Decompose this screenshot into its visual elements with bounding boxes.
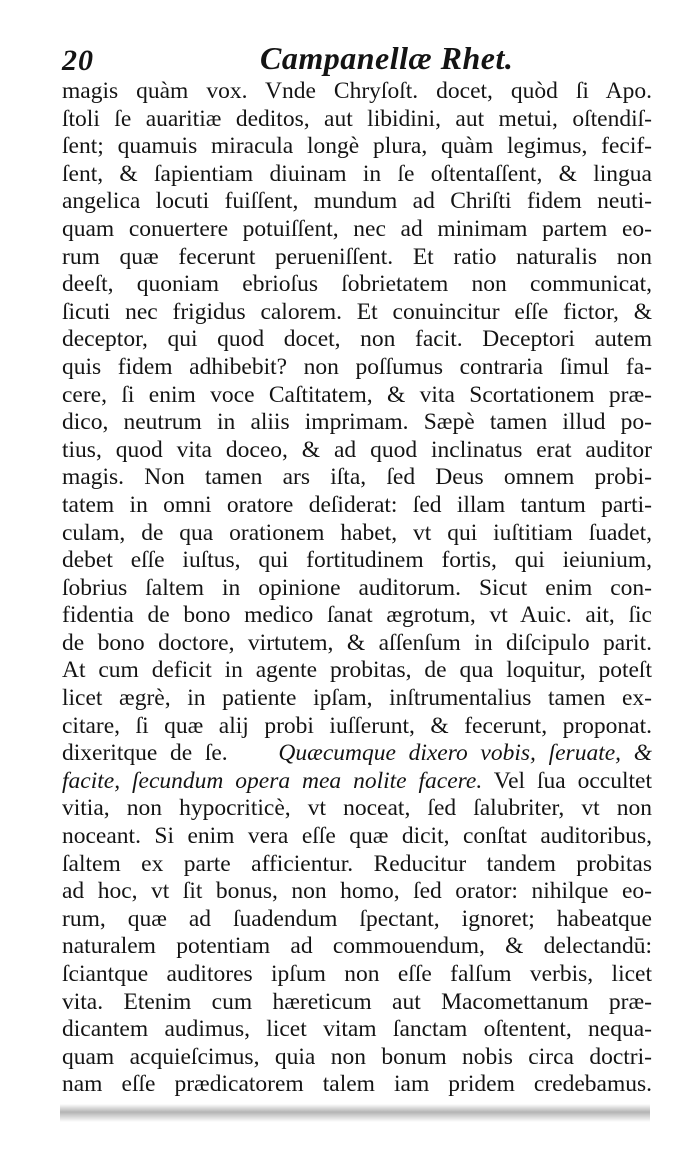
text-line: tatem in omni oratore deſiderat: ſed illam tantum parti- bbox=[62, 491, 652, 518]
text-line: magis quàm vox. Vnde Chryſoſt. docet, quòd ſi Apo. bbox=[62, 78, 652, 104]
text-line: quis fidem adhibebit? non poſſumus contraria ſimul fa- bbox=[62, 353, 652, 380]
text-line: naturalem potentiam ad commouendum, & delectandū: bbox=[62, 933, 652, 960]
text-line: noceant. Si enim vera eſſe quæ dicit, conſtat auditoribus, bbox=[62, 823, 652, 850]
text-line: dicantem audimus, licet vitam ſanctam oſtentent, nequa- bbox=[62, 1016, 652, 1043]
text-line: vitia, non hypocriticè, vt noceat, ſed ſalubriter, vt non bbox=[62, 795, 652, 822]
scripture-quote: Quæcumque dixero vobis, ſeruate, & bbox=[278, 740, 653, 767]
text-line: ſciantque auditores ipſum non eſſe falſum verbis, licet bbox=[62, 961, 652, 987]
text-line: At cum deficit in agente probitas, de qua loquitur, poteſt bbox=[62, 657, 652, 684]
text-line: licet ægrè, in patiente ipſam, inſtrumentalius tamen ex- bbox=[62, 685, 652, 712]
text-line: de bono doctore, virtutem, & aſſenſum in diſcipulo parit. bbox=[62, 629, 652, 656]
scripture-quote-continued: facite, ſecundum opera mea nolite facere. bbox=[62, 767, 483, 794]
text-line: dico, neutrum in aliis imprimam. Sæpè tamen illud po- bbox=[62, 409, 652, 436]
text-line: culam, de qua orationem habet, vt qui iuſtitiam ſuadet, bbox=[62, 519, 652, 546]
text-line: quam acquieſcimus, quia non bonum nobis circa doctri- bbox=[62, 1043, 652, 1070]
page-number: 20 bbox=[62, 44, 94, 77]
text-line: cere, ſi enim voce Caſtitatem, & vita Scortationem præ- bbox=[62, 381, 652, 408]
text-line: deceptor, qui quod docet, non facit. Deceptori autem bbox=[62, 326, 652, 353]
text-line: deeſt, quoniam ebrioſus ſobrietatem non communicat, bbox=[62, 271, 652, 298]
text-line: ſaltem ex parte afficientur. Reducitur tandem probitas bbox=[62, 850, 652, 877]
text-line-with-quote bbox=[62, 768, 652, 796]
text-line-with-quote bbox=[62, 740, 652, 768]
text-line: rum quæ fecerunt perueniſſent. Et ratio naturalis non bbox=[62, 243, 652, 270]
text-segment: dixeritque de ſe. bbox=[62, 740, 228, 767]
ink-smudge bbox=[60, 1104, 650, 1122]
body-text bbox=[62, 78, 652, 1099]
text-line: fidentia de bono medico ſanat ægrotum, vt Auic. ait, ſic bbox=[62, 602, 652, 629]
text-segment: Vel ſua occultet bbox=[493, 767, 652, 794]
text-line: ſtoli ſe auaritiæ deditos, aut libidini, aut metui, oſtendiſ- bbox=[62, 105, 652, 132]
text-line: ad hoc, vt ſit bonus, non homo, ſed orator: nihilque eo- bbox=[62, 878, 652, 905]
text-line: ſent; quamuis miracula longè plura, quàm legimus, fecif- bbox=[62, 133, 652, 160]
page-header bbox=[62, 40, 662, 82]
text-line: ſicuti nec frigidus calorem. Et conuincitur eſſe fictor, & bbox=[62, 298, 652, 325]
text-line: quam conuertere potuiſſent, nec ad minimam partem eo- bbox=[62, 215, 652, 242]
text-line: vita. Etenim cum hæreticum aut Macomettanum præ- bbox=[62, 988, 652, 1015]
text-line: ſobrius ſaltem in opinione auditorum. Sicut enim con- bbox=[62, 574, 652, 601]
text-line: debet eſſe iuſtus, qui fortitudinem fortis, qui ieiunium, bbox=[62, 547, 652, 574]
text-line: nam eſſe prædicatorem talem iam pridem credebamus. bbox=[62, 1071, 652, 1098]
running-title: Campanellæ Rhet. bbox=[260, 40, 514, 76]
text-line: magis. Non tamen ars iſta, ſed Deus omnem probi- bbox=[62, 464, 652, 491]
text-line: ſent, & ſapientiam diuinam in ſe oſtentaſſent, & lingua bbox=[62, 160, 652, 187]
text-line: rum, quæ ad ſuadendum ſpectant, ignoret; habeatque bbox=[62, 905, 652, 932]
text-line: citare, ſi quæ alij probi iuſſerunt, & fecerunt, proponat. bbox=[62, 712, 652, 739]
text-line: tius, quod vita doceo, & ad quod inclinatus erat auditor bbox=[62, 436, 652, 463]
text-line: angelica locuti fuiſſent, mundum ad Chriſti fidem neuti- bbox=[62, 188, 652, 215]
